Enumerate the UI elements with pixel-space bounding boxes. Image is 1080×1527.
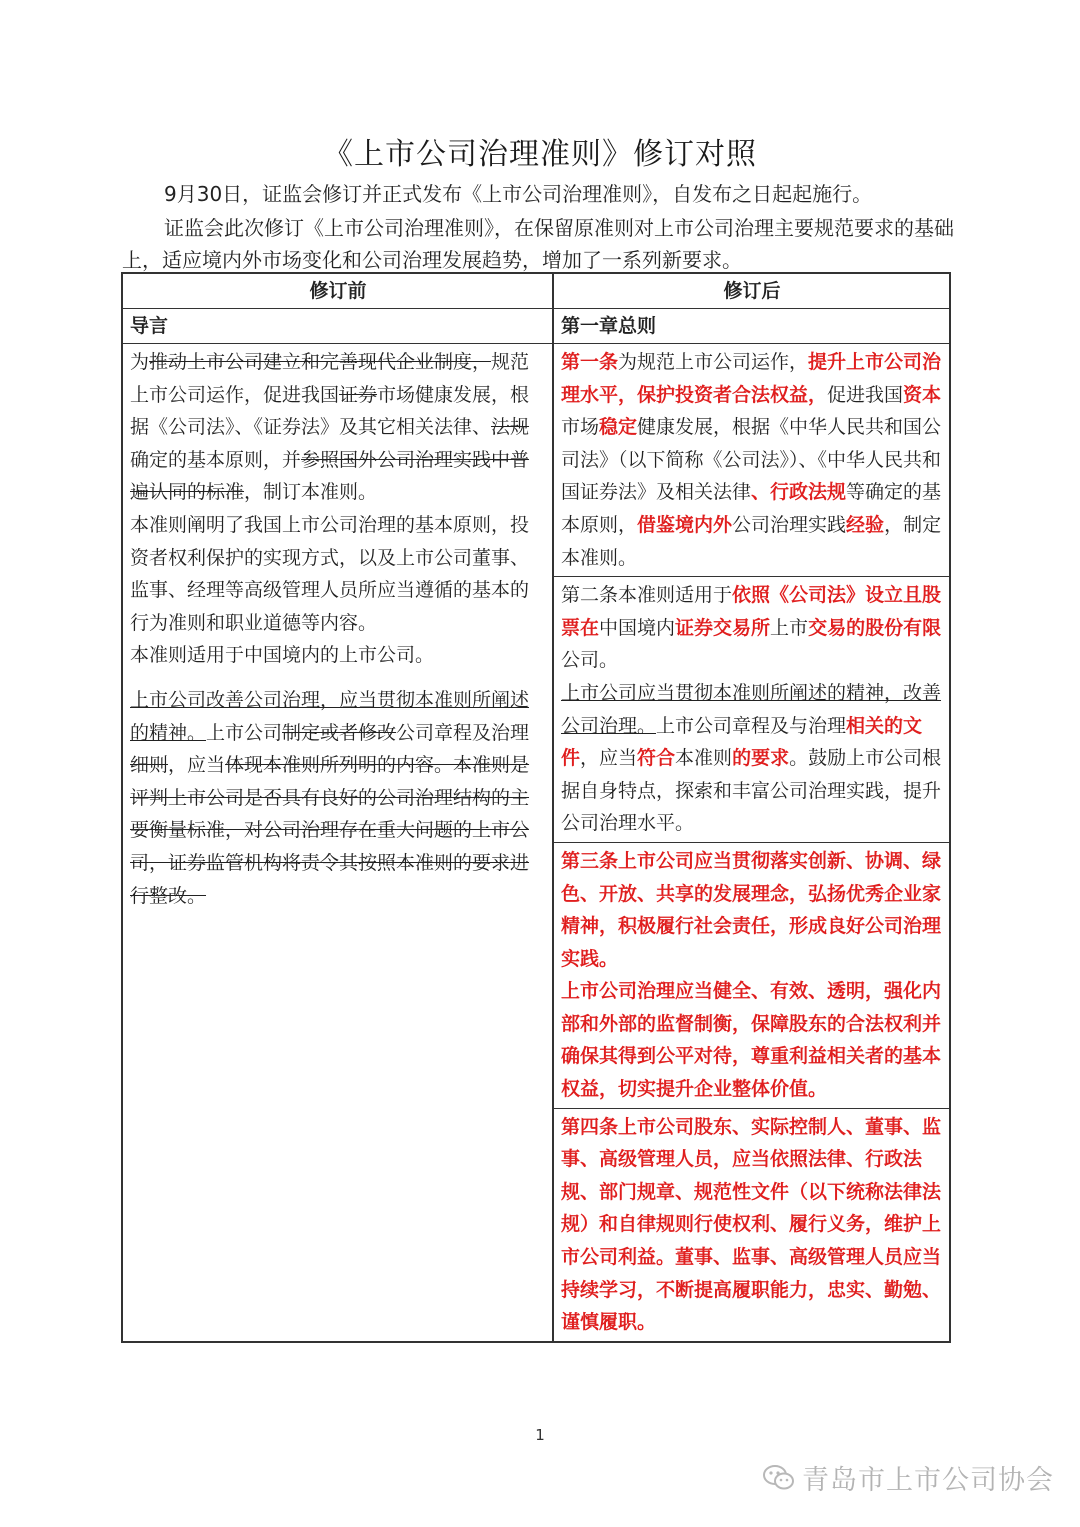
text-span: 市场 xyxy=(561,416,600,439)
article-2-paragraph-2 xyxy=(561,677,943,840)
before-paragraph-4 xyxy=(130,684,546,912)
article-3-paragraph-1: 第三条上市公司应当贯彻落实创新、协调、绿色、开放、共享的发展理念，弘扬优秀企业家精神，积极履行社会责任，形成良好公司治理实践。 xyxy=(561,849,942,970)
moved-text: 上市公司应当贯彻本准则所阐述的精神，改善公司治理。 xyxy=(561,681,942,737)
text-span: 为规范上市公司运作， xyxy=(618,351,809,373)
moved-text: 上市公司改善公司治理，应当贯彻本准则所阐述的精神。 xyxy=(130,688,530,744)
watermark-text: 青岛市上市公司协会 xyxy=(802,1465,1054,1496)
text-span: 本准则 xyxy=(675,747,733,770)
table-body-row xyxy=(123,344,949,1341)
text-span: ，制定本准则。 xyxy=(561,513,942,569)
added-text: 证券交易所 xyxy=(675,616,771,639)
article-4-block xyxy=(554,1109,949,1341)
text-span: 中国境内 xyxy=(599,616,676,639)
added-text: 提升上市公司治理水平，保护投资者合法权益， xyxy=(561,351,942,406)
article-1-block xyxy=(554,344,949,577)
header-after: 修订后 xyxy=(723,280,781,302)
deleted-text: 制定或者修改 xyxy=(282,721,397,744)
section-after: 第一章总则 xyxy=(561,315,657,337)
intro-text xyxy=(122,178,954,276)
text-span: 公司章程及治理 xyxy=(396,721,530,744)
added-text: 经验 xyxy=(846,513,885,536)
header-before: 修订前 xyxy=(123,274,554,308)
text-span: 第二条本准则适用于 xyxy=(561,584,733,607)
article-4-text: 第四条上市公司股东、实际控制人、董事、监事、高级管理人员，应当依照法律、行政法规、部门规章、规范性文件（以下统称法律法规）和自律规则行使权利、履行义务，维护上市公司利益。董事、监事、高级管理人员应当持续学习，不断提高履职能力，忠实、勤勉、谨慎履职。 xyxy=(561,1115,942,1334)
deleted-text: 细则 xyxy=(130,754,169,777)
added-text: 稳定 xyxy=(599,416,638,439)
text-span: 确定的基本原则，并 xyxy=(130,448,302,471)
text-span: 上市公司章程及与治理 xyxy=(656,714,847,737)
text-span: 上市 xyxy=(770,616,809,639)
deleted-text: 体现本准则所列明的内容。本准则是评判上市公司是否具有良好的公司治理结构的主要衡量标准，对公司治理存在重大问题的上市公司，证券监管机构将责令其按照本准则的要求进行整改。 xyxy=(130,754,530,907)
text-span: 上市公司 xyxy=(206,721,283,744)
before-text-cell xyxy=(123,344,554,1341)
text-span: ，应当 xyxy=(168,754,226,777)
added-text: 借鉴境内外 xyxy=(637,513,733,536)
page-number: 1 xyxy=(535,1426,545,1444)
intro-paragraph-2: 证监会此次修订《上市公司治理准则》，在保留原准则对上市公司治理主要规范要求的基础上，适应境内外市场变化和公司治理发展趋势，增加了一系列新要求。 xyxy=(122,216,954,272)
text-span: ，制订本准则。 xyxy=(244,481,378,504)
article-2-block xyxy=(554,577,949,843)
deleted-text: 推动上市公司建立和完善现代企业制度， xyxy=(149,351,492,373)
added-text: 相关的文件 xyxy=(561,714,923,770)
text-span: ，应当 xyxy=(580,747,638,770)
deleted-text: 参照国外公司治理实践中普遍认同的标准 xyxy=(130,448,530,504)
before-paragraph-2: 本准则阐明了我国上市公司治理的基本原则，投资者权利保护的实现方式，以及上市公司董事、监事、经理等高级管理人员所应当遵循的基本的行为准则和职业道德等内容。 xyxy=(130,513,530,634)
added-text: 符合 xyxy=(637,747,676,770)
text-span: 公司。 xyxy=(561,649,619,672)
comparison-table xyxy=(121,272,951,1343)
article-3-paragraph-2: 上市公司治理应当健全、有效、透明，强化内部和外部的监督制衡，保障股东的合法权利并确保其得到公平对待，尊重利益相关者的基本权益，切实提升企业整体价值。 xyxy=(561,980,942,1101)
intro-paragraph-1: 9月30日，证监会修订并正式发布《上市公司治理准则》，自发布之日起起施行。 xyxy=(164,182,873,206)
text-span: 为 xyxy=(130,351,150,373)
table-section-row xyxy=(123,309,949,344)
wechat-icon xyxy=(762,1463,796,1493)
text-span: 规范上市公司运作，促进我国 xyxy=(130,351,530,406)
spacer xyxy=(130,672,546,684)
article-3-block xyxy=(554,843,949,1109)
text-span: 市场健康发展，根据《公司法》、《证券法》及其它相关法律、 xyxy=(130,383,530,439)
table-header-row xyxy=(123,274,949,309)
before-paragraph-1 xyxy=(130,346,546,509)
deleted-text: 法规 xyxy=(491,416,530,439)
added-text: 依照《公司法》设立且股票在 xyxy=(561,584,942,639)
added-text: 交易的股份有限 xyxy=(808,616,942,639)
watermark xyxy=(762,1458,1054,1497)
text-span: 等确定的基本原则， xyxy=(561,481,942,536)
text-span: 促进我国 xyxy=(827,383,904,406)
text-span: 。鼓励上市公司根据自身特点，探索和丰富公司治理实践，提升公司治理水平。 xyxy=(561,747,942,835)
deleted-text: 证券 xyxy=(339,383,378,406)
before-paragraph-3: 本准则适用于中国境内的上市公司。 xyxy=(130,644,435,667)
added-text: 资本 xyxy=(903,383,942,406)
added-text: 第一条 xyxy=(561,351,619,373)
document-title: 《上市公司治理准则》修订对照 xyxy=(323,137,757,172)
section-before: 导言 xyxy=(123,309,554,343)
text-span: 公司治理实践 xyxy=(732,513,847,536)
article-2-paragraph-1 xyxy=(561,579,943,677)
text-span: 健康发展，根据《中华人民共和国公司法》（以下简称《公司法》）、《中华人民共和国证券法》及相关法律 xyxy=(561,416,942,504)
added-text: 的要求 xyxy=(732,747,790,770)
added-text: 、行政法规 xyxy=(751,481,847,504)
after-column xyxy=(554,344,949,1341)
